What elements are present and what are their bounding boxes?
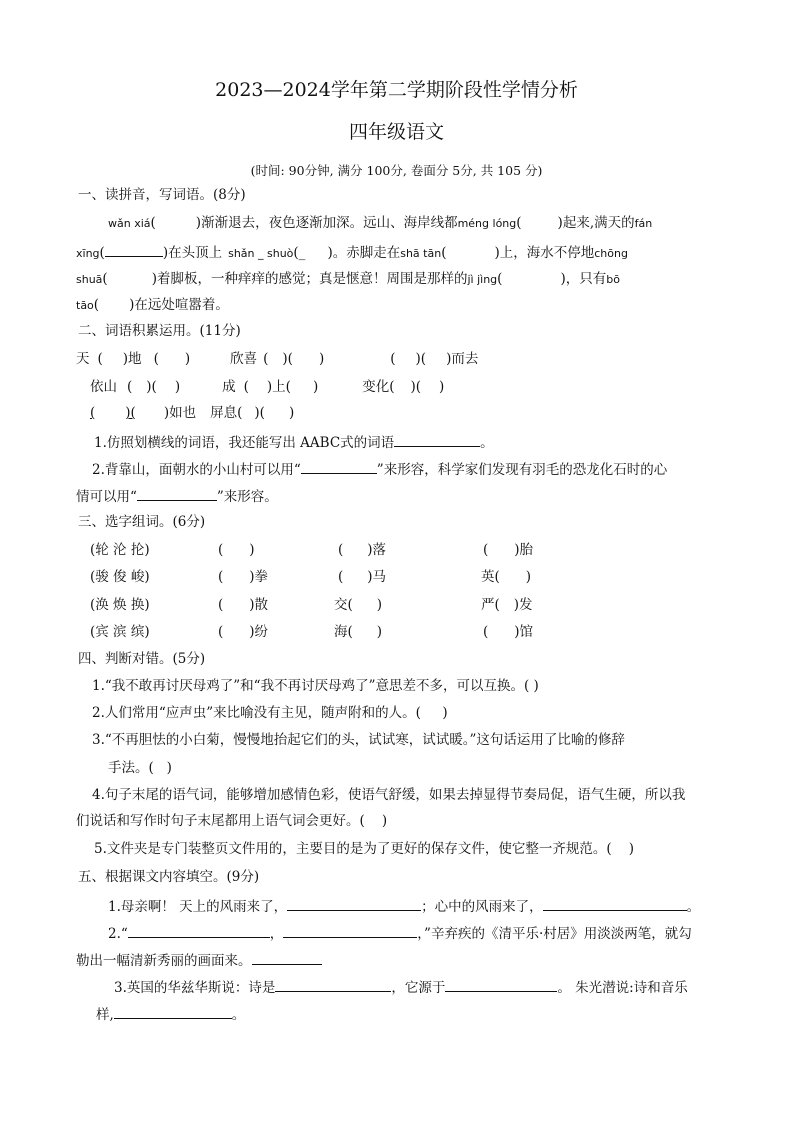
answer-blank[interactable]	[137, 486, 217, 501]
exam-subtitle: 四年级语文	[348, 121, 444, 143]
pinyin: méng lóng	[457, 217, 517, 230]
pinyin: wǎn xiá	[108, 217, 151, 230]
fill-line: 勒出一幅清新秀丽的画面来。	[76, 950, 322, 970]
pinyin-line-1: wǎn xiá( )渐渐退去，夜色逐渐加深。远山、海岸线都méng lóng( )起来,满天的fán	[108, 215, 653, 231]
word-cell: 严( )发	[481, 597, 533, 613]
word-cell: ( )馆	[483, 624, 534, 640]
pinyin-line-2: xīng( )在头顶上 shǎn _ shuò(_ )。赤脚走在shā tān( )上，海水不停地chōng	[76, 242, 628, 263]
fill-line: 2.“ ， ，”辛弃疾的《清平乐·村居》用淡淡两笔，就勾	[108, 923, 692, 943]
section-heading: 五、根据课文内容填空。(9分)	[78, 869, 260, 885]
word-cell: ( )马	[338, 569, 387, 585]
pinyin: xīng	[76, 247, 100, 260]
judgement-item: 3.“不再胆怯的小白菊，慢慢地抬起它们的头，试试寒，试试暖。”这句话运用了比喻的修辞	[92, 732, 625, 748]
answer-blank[interactable]	[114, 1004, 232, 1019]
underlined-idiom: ( )(	[90, 405, 136, 421]
idiom-row-2: 依山 ( )( ) 成 ( )上( ) 变化( )( )	[90, 379, 445, 395]
word-cell: 英( )	[481, 569, 532, 585]
answer-blank[interactable]	[252, 950, 322, 965]
section-heading: 二、词语积累运用。(11分)	[78, 323, 241, 339]
char-group: (涣 焕 换)	[90, 597, 150, 613]
answer-blank[interactable]	[445, 977, 557, 992]
section-heading: 一、读拼音，写词语。(8分)	[78, 187, 246, 203]
pinyin: bō	[606, 273, 620, 286]
char-group: (宾 滨 缤)	[90, 624, 150, 640]
char-group: (轮 沦 抡)	[90, 542, 150, 558]
answer-blank[interactable]	[128, 923, 270, 938]
fill-line: 1.母亲啊！ 天上的风雨来了， ；心中的风雨来了， 。	[108, 896, 700, 916]
pinyin-line-4: tāo( )在远处喧嚣着。	[76, 297, 229, 313]
judgement-item-cont: 手法。( )	[108, 760, 172, 776]
question-line: 1.仿照划横线的词语，我还能写出 AABC式的词语 。	[94, 432, 494, 452]
word-cell: ( )落	[338, 542, 387, 558]
word-cell: 海( )	[334, 624, 383, 640]
idiom-row-1: 天 ( )地 ( ) 欣喜 ( )( ) ( )( )而去	[76, 351, 479, 367]
answer-blank[interactable]	[543, 896, 687, 911]
answer-blank[interactable]	[283, 923, 417, 938]
pinyin: jì jìng	[467, 273, 498, 286]
exam-title: 2023—2024学年第二学期阶段性学情分析	[215, 79, 578, 101]
char-group: (骏 俊 峻)	[90, 569, 150, 585]
word-cell: ( )胎	[483, 542, 534, 558]
judgement-item: 2.人们常用“应声虫”来比喻没有主见，随声附和的人。( )	[92, 705, 448, 721]
fill-line: 样, 。	[96, 1004, 245, 1024]
judgement-item: 4.句子末尾的语气词，能够增加感情色彩，使语气舒缓，如果去掉显得节奏局促，语气生硬，所以我	[92, 787, 686, 803]
answer-blank[interactable]	[105, 242, 163, 257]
pinyin: tāo	[76, 299, 94, 312]
pinyin: shǎn _ shuò	[228, 247, 294, 260]
fill-line: 3.英国的华兹华斯说：诗是 ，它源于 。 朱光潜说:诗和音乐	[114, 977, 688, 997]
answer-blank[interactable]	[275, 977, 391, 992]
section-heading: 三、选字组词。(6分)	[78, 514, 206, 530]
judgement-item: 1.“我不敢再讨厌母鸡了”和“我不再讨厌母鸡了”意思差不多，可以互换。( )	[92, 678, 539, 694]
word-cell: ( )散	[218, 597, 269, 613]
judgement-item: 5.文件夹是专门装整页文件用的，主要目的是为了更好的保存文件，使它整一齐规范。( )	[94, 841, 635, 857]
word-cell: ( )拳	[218, 569, 269, 585]
idiom-row-3: ( )( )如也 屏息( )( )	[90, 405, 295, 421]
section-heading: 四、判断对错。(5分)	[78, 651, 206, 667]
word-cell: ( )	[218, 542, 255, 558]
judgement-item-cont: 们说话和写作时句子末尾都用上语气词会更好。( )	[76, 813, 388, 829]
word-cell: ( )纷	[218, 624, 269, 640]
question-line: 2.背靠山，面朝水的小山村可以用“ ”来形容，科学家们发现有羽毛的恐龙化石时的心	[92, 459, 667, 479]
pinyin-line-3: shuā( )着脚板，一种痒痒的感觉；真是惬意！周围是那样的jì jìng( )，只有bō	[76, 271, 620, 287]
answer-blank[interactable]	[301, 459, 377, 474]
answer-blank[interactable]	[394, 432, 480, 447]
answer-blank[interactable]	[287, 896, 421, 911]
pinyin: shā tān	[400, 247, 442, 260]
pinyin: chōng	[594, 247, 628, 260]
exam-info: (时间: 90分钟, 满分 100分, 卷面分 5分, 共 105 分)	[250, 163, 543, 178]
pinyin: shuā	[76, 273, 103, 286]
question-line: 情可以用“ ”来形容。	[76, 486, 278, 506]
word-cell: 交( )	[334, 597, 383, 613]
pinyin: fán	[634, 217, 653, 230]
